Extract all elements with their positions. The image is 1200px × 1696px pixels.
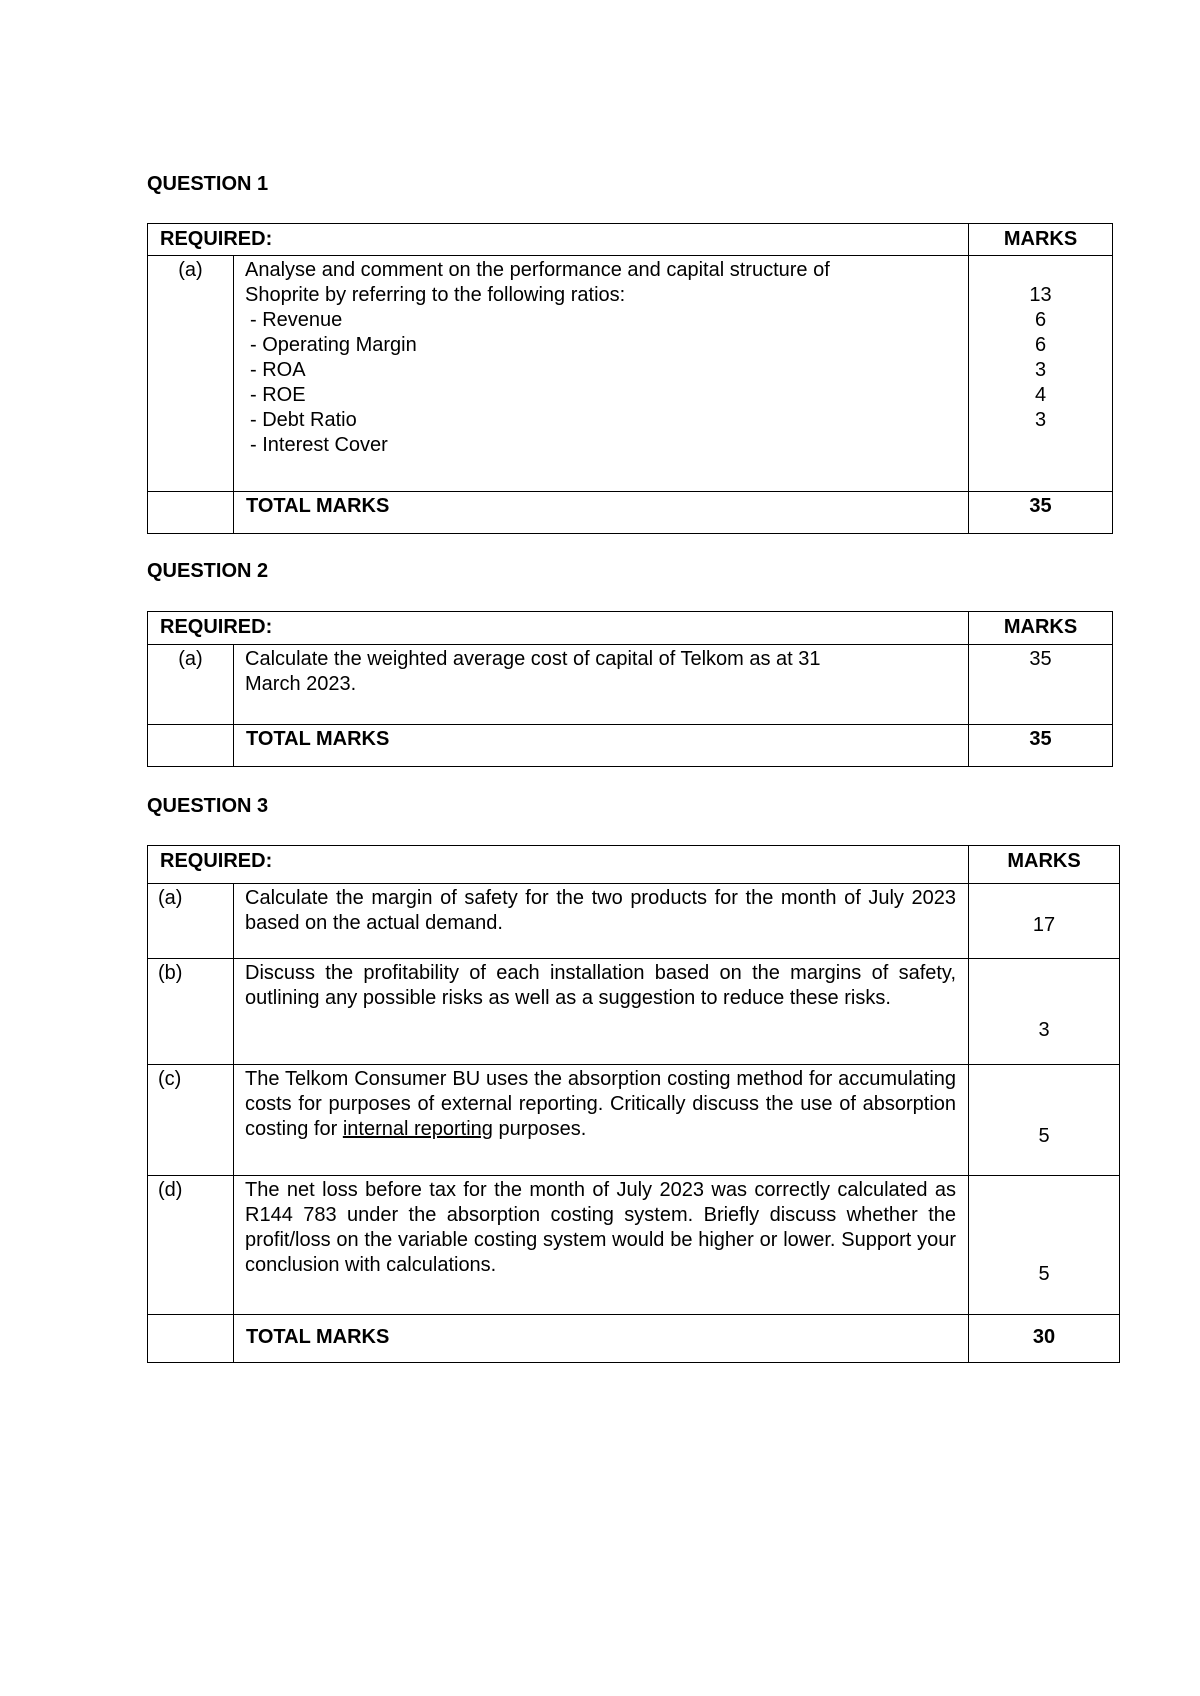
ratio-item: - Debt Ratio	[250, 409, 357, 431]
empty-cell	[148, 492, 234, 534]
table-row	[148, 1065, 1120, 1176]
question-1-heading: QUESTION 1	[147, 173, 269, 195]
empty-cell	[148, 725, 234, 767]
item-description: Calculate the margin of safety for the two products for the month of July 2023 based on the actual demand.	[234, 884, 969, 959]
item-marks: 5	[969, 1065, 1120, 1176]
item-text-line: Calculate the weighted average cost of capital of Telkom as at 31	[245, 648, 821, 670]
item-label: (a)	[148, 645, 234, 725]
table-row	[148, 959, 1120, 1065]
total-value: 30	[969, 1315, 1120, 1363]
question-2-heading: QUESTION 2	[147, 560, 269, 582]
total-label: TOTAL MARKS	[234, 725, 969, 767]
marks-header: MARKS	[969, 612, 1113, 645]
item-text-line: March 2023.	[245, 673, 357, 695]
item-marks: 3	[969, 959, 1120, 1065]
ratio-marks: 6	[1034, 309, 1047, 331]
total-label: TOTAL MARKS	[234, 1315, 969, 1363]
item-marks	[969, 256, 1113, 492]
table-row	[148, 256, 1113, 492]
item-marks: 35	[969, 645, 1113, 725]
ratio-marks: 13	[1029, 284, 1052, 306]
ratio-marks: 3	[1034, 409, 1047, 431]
ratio-item: - Interest Cover	[250, 434, 388, 456]
ratio-item: - Operating Margin	[250, 334, 417, 356]
item-description	[234, 256, 969, 492]
question-3-table	[147, 845, 1120, 1363]
item-text: The Telkom Consumer BU uses the absorption costing method for accumulating costs for purposes of external reporting. Critically discuss the use of absorption costing for	[245, 1068, 957, 1140]
item-description	[234, 1065, 969, 1176]
table-row	[148, 645, 1113, 725]
required-header: REQUIRED:	[148, 612, 969, 645]
item-description: Discuss the profitability of each installation based on the margins of safety, outlining any possible risks as well as a suggestion to reduce these risks.	[234, 959, 969, 1065]
required-header: REQUIRED:	[148, 224, 969, 256]
question-2-table	[147, 611, 1113, 767]
table-header-row	[148, 612, 1113, 645]
empty-cell	[148, 1315, 234, 1363]
ratio-item: - ROE	[250, 384, 306, 406]
item-description	[234, 645, 969, 725]
total-row	[148, 1315, 1120, 1363]
table-row	[148, 884, 1120, 959]
item-text-line: Shoprite by referring to the following ratios:	[245, 284, 626, 306]
ratio-marks: 3	[1034, 359, 1047, 381]
item-text-line: Analyse and comment on the performance and capital structure of	[245, 259, 830, 281]
item-label: (d)	[148, 1176, 234, 1315]
marks-header: MARKS	[969, 846, 1120, 884]
total-row	[148, 492, 1113, 534]
item-description: The net loss before tax for the month of July 2023 was correctly calculated as R144 783 under the absorption costing system. Briefly discuss whether the profit/loss on the variable costing system would be higher or lower. Support your conclusion with calculations.	[234, 1176, 969, 1315]
ratio-marks: 6	[1034, 334, 1047, 356]
underlined-text: internal reporting	[342, 1118, 493, 1140]
table-header-row	[148, 846, 1120, 884]
item-label: (a)	[148, 256, 234, 492]
total-row	[148, 725, 1113, 767]
ratio-item: - Revenue	[250, 309, 343, 331]
question-1-table	[147, 223, 1113, 534]
item-marks: 17	[969, 884, 1120, 959]
question-3-heading: QUESTION 3	[147, 795, 269, 817]
total-label: TOTAL MARKS	[234, 492, 969, 534]
item-label: (a)	[148, 884, 234, 959]
item-label: (c)	[148, 1065, 234, 1176]
item-marks: 5	[969, 1176, 1120, 1315]
total-value: 35	[969, 492, 1113, 534]
table-header-row	[148, 224, 1113, 256]
required-header: REQUIRED:	[148, 846, 969, 884]
total-value: 35	[969, 725, 1113, 767]
ratio-marks: 4	[1034, 384, 1047, 406]
marks-header: MARKS	[969, 224, 1113, 256]
item-label: (b)	[148, 959, 234, 1065]
item-text: purposes.	[492, 1118, 587, 1140]
table-row	[148, 1176, 1120, 1315]
ratio-item: - ROA	[250, 359, 306, 381]
